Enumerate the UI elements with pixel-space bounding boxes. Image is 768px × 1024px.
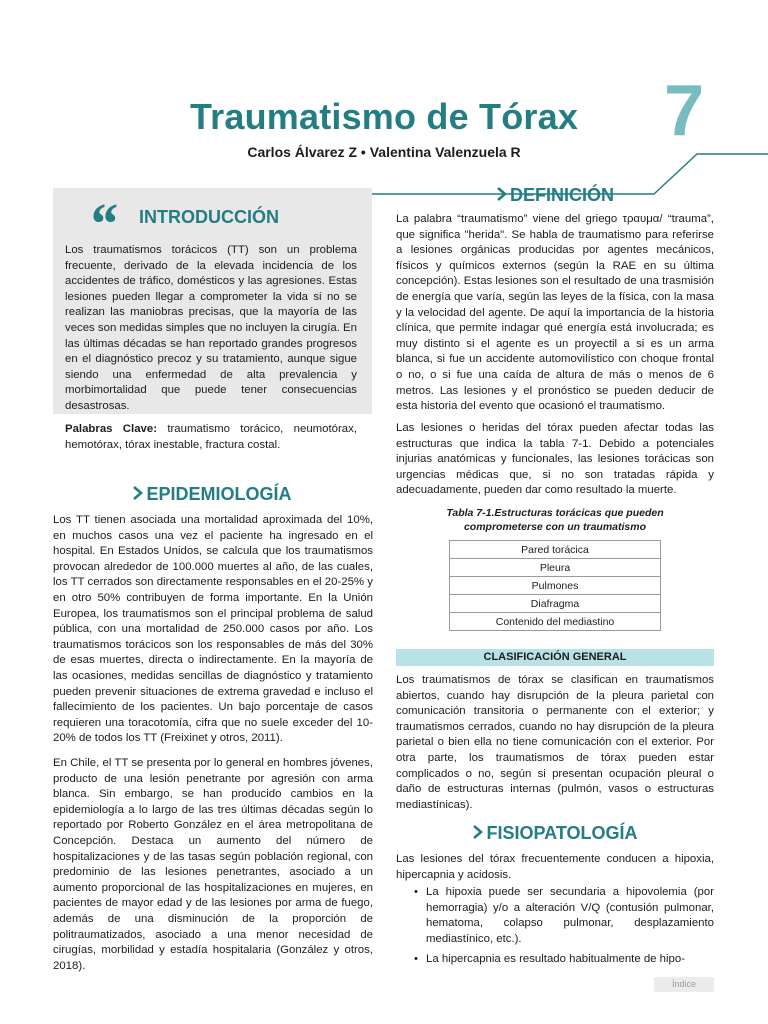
table-cell: Pared torácica: [450, 541, 661, 559]
chevron-right-icon: [472, 823, 483, 844]
chapter-number: 7: [664, 71, 705, 151]
fisiopatologia-heading: [396, 823, 714, 844]
chevron-right-icon: [132, 484, 143, 505]
table-caption-line-2: comprometerse con un traumatismo: [463, 521, 647, 533]
list-item: • La hipercapnia es resultado habitualmente de hipo-: [396, 952, 714, 968]
keywords: [65, 422, 357, 453]
table-cell: Pleura: [450, 559, 661, 577]
epidemiologia-heading: [0, 484, 424, 505]
introduction-heading: INTRODUCCIÓN: [139, 207, 279, 227]
table-row: [450, 541, 661, 559]
table-cell: Contenido del mediastino: [450, 613, 661, 631]
table-cell: Pulmones: [450, 577, 661, 595]
fisiopatologia-bullet-list: [396, 885, 714, 968]
clasificacion-text: Los traumatismos de tórax se clasifican en traumatismos abiertos, cuando hay disrupción de la pleura parietal con comunicación transitoria o permanente con el exterior; y traumatismos cerrados, cuando no hay disrupción de la pleura parietal o bien ella no tiene comunicación con el exterior. Por otra parte, los traumatismos de tórax pueden estar complicados o no, según si presentan ocupación pleural o daño de estructuras internas (pulmón, vasos o estructuras mediastínicas).: [396, 674, 714, 811]
table-row: [450, 559, 661, 577]
table-cell: Diafragma: [450, 595, 661, 613]
fisiopatologia-heading-text: FISIOPATOLOGÍA: [486, 823, 638, 843]
list-item: • La hipoxia puede ser secundaria a hipovolemia (por hemorragia) y/o a alteración V/Q (contusión pulmonar, hematoma, colapso pulmonar, desplazamiento mediastínico, etc.).: [396, 885, 714, 947]
table-row: [450, 613, 661, 631]
clasificacion-heading: CLASIFICACIÓN GENERAL: [396, 649, 714, 666]
definicion-heading-text: DEFINICIÓN: [509, 185, 614, 205]
chevron-right-icon: [496, 185, 507, 206]
definicion-heading: [396, 185, 714, 206]
fisiopatologia-intro: Las lesiones del tórax frecuentemente conducen a hipoxia, hipercapnia y acidosis.: [396, 853, 714, 881]
keywords-text: traumatismo torácico, neumotórax, hemotórax, tórax inestable, fractura costal.: [65, 423, 357, 451]
index-button[interactable]: Índice: [654, 977, 714, 992]
epidemiologia-paragraph-2: En Chile, el TT se presenta por lo general en hombres jóvenes, producto de una lesión penetrante por agresión con arma blanca. Sin embargo, se han producido cambios en la epidemiología a lo largo de las tres últimas décadas según lo reportado por Roberto González en el área metropolitana de Concepción. Destaca un aumento del número de hospitalizaciones y de las tasas según población regional, con predominio de las lesiones penetrantes, asociado a un aumento proporcional de las hospitalizaciones en mujeres, en pacientes de mayor edad y de las lesiones por arma de fuego, además de una disminución de la proporción de politraumatizados, asociado a una menor necesidad de cirugías, morbilidad y estadía hospitalaria (González y otros, 2018).: [53, 757, 373, 972]
definicion-paragraph-2: Las lesiones o heridas del tórax pueden afectar todas las estructuras que indica la tabla 7-1. Debido a potenciales injurias anatómicas y funcionales, las lesiones torácicas son urgencias médicas que, si no son tratadas rápida y adecuadamente, pueden dar como resultado la muerte.: [396, 422, 714, 497]
epidemiologia-paragraph-1: Los TT tienen asociada una mortalidad aproximada del 10%, en muchos casos una vez el paciente ha ingresado en el hospital. En Estados Unidos, se calcula que los traumatismos provocan alrededor de 100.000 muertes al año, de las cuales, los TT cerrados son directamente responsables en el 20-25% y en otro 50% contribuyen de forma importante. En la Unión Europea, los traumatismos son el principal problema de salud pública, con una mortalidad de 250.000 casos por año. Los traumatismos torácicos son los responsables de más del 30% de esas muertes, directa o indirectamente. En la mayoría de las ocasiones, medidas sencillas de diagnóstico y tratamiento pueden prevenir situaciones de extrema gravedad e incluso el fallecimiento de los pacientes. Un bajo porcentaje de casos requieren una toracotomía, cifra que no suele exceder del 10-20% de todos los TT (Freixinet y otros, 2011).: [53, 514, 373, 745]
quote-mark-icon: “: [88, 191, 117, 256]
authors-line: Carlos Álvarez Z • Valentina Valenzuela R: [247, 144, 521, 160]
epidemiologia-heading-text: EPIDEMIOLOGÍA: [146, 484, 292, 504]
table-caption: [396, 506, 714, 534]
table-caption-line-1: Tabla 7-1.Estructuras torácicas que pueden: [446, 507, 664, 519]
keywords-label: Palabras Clave:: [65, 423, 157, 435]
table-row: [450, 577, 661, 595]
table-row: [450, 595, 661, 613]
structures-table: [449, 540, 661, 631]
definicion-paragraph-1: La palabra “traumatismo” viene del griego τραυμα/ “trauma”, que significa "herida". Se habla de traumatismo para referirse a lesiones orgánicas producidas por agentes mecánicos, físicos y químicos externos (según la RAE en su última concepción). Estas lesiones son el resultado de una trasmisión de energía que varía, según las leyes de la física, con la masa y la velocidad del agente. De aquí la importancia de la historia clínica, que permite indagar qué energía está involucrada; es muy distinto si el agente es un proyectil a si es un arma blanca, si fue un accidente automovilístico con choque frontal o no, o si fue una caída de altura de más o menos de 6 metros. Las lesiones y el pronóstico se pueden deducir de esta historia del evento que ocasionó el traumatismo.: [396, 213, 714, 413]
introduction-text: Los traumatismos torácicos (TT) son un problema frecuente, derivado de la elevada incidencia de los accidentes de tráfico, domésticos y las agresiones. Estas lesiones pueden llegar a comprometer la vida si no se realizan las maniobras precisas, que la mayoría de las veces son medidas simples que no incluyen la cirugía. En las últimas décadas se han reportado grandes progresos en el diagnóstico precoz y su tratamiento, aunque sigue siendo una enfermedad de alta prevalencia y morbimortalidad que puede tener consecuencias desastrosas.: [65, 244, 357, 412]
chapter-title: Traumatismo de Tórax: [189, 96, 579, 137]
